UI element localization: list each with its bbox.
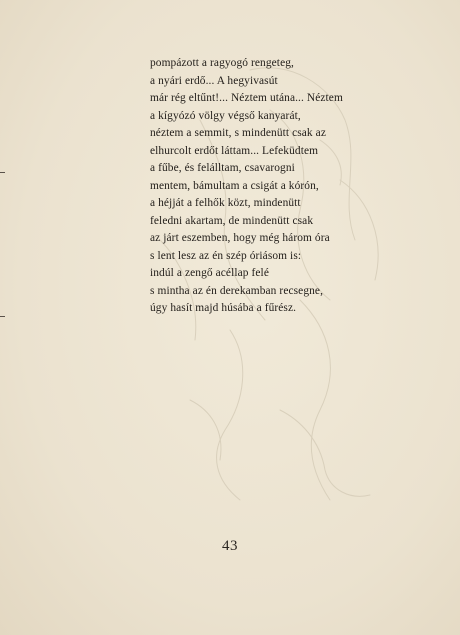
poem-line: már rég eltűnt!... Néztem utána... Néztem [150,92,343,104]
poem-line: a héjját a felhők közt, mindenütt [150,197,301,209]
poem-line: feledni akartam, de mindenütt csak [150,214,314,227]
poem-line: indúl a zengő acéllap felé [150,267,269,279]
poem-line: s mintha az én derekamban recsegne, [150,284,324,297]
poem-line: a fűbe, és felálltam, csavarogni [150,162,295,174]
page-number: 43 [222,538,238,554]
poem-text [150,55,410,318]
poem-line: a nyári erdő... A hegyivasút [150,74,278,87]
poem-line: a kígyózó völgy végső kanyarát, [150,109,301,122]
poem-line: pompázott a ragyogó rengeteg, [150,57,294,69]
page-edge-mark [0,316,5,317]
poem-line: úgy hasít majd húsába a fűrész. [150,302,297,314]
poem-line: az járt eszemben, hogy még három óra [150,232,330,244]
poem-line: s lent lesz az én szép óriásom is: [150,249,302,262]
poem-line: néztem a semmit, s mindenütt csak az [150,127,326,139]
poem-line: mentem, bámultam a csigát a kórón, [150,179,319,192]
poem-line: elhurcolt erdőt láttam... Lefeküdtem [150,144,319,157]
page-edge-mark [0,172,5,173]
